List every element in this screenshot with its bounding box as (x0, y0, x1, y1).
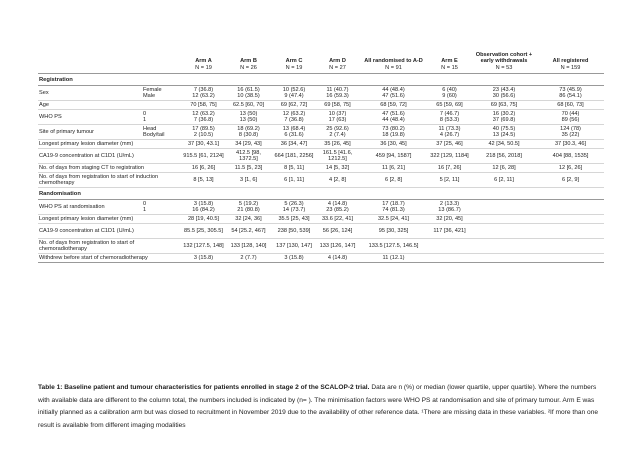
table-cell-line: 40 (75.5) (492, 125, 516, 132)
table-cell: 36 [34, 47] (272, 140, 316, 149)
table-cell: 8 [5, 13] (182, 173, 225, 188)
table-cell: 69 [58, 75] (316, 101, 359, 110)
table-cell (182, 200, 225, 215)
table-cell: 69 [62, 72] (272, 101, 316, 110)
row-label: CA19-9 concentration at C1D1 (U/mL) (38, 149, 182, 164)
table-cell: 6 [2, 9] (537, 173, 604, 188)
table-cell: 12 [6, 28] (471, 164, 537, 173)
table-row (38, 254, 604, 263)
table-cell-line: 73 (45.9) (559, 86, 582, 93)
section-row (38, 74, 604, 86)
table-cell-line: 17 (63) (328, 117, 347, 124)
table-cell (225, 125, 272, 140)
table-cell-line: 7 (36.8) (193, 117, 214, 124)
row-sublabels (142, 110, 182, 125)
row-label: WHO PS at randomisation (38, 200, 142, 215)
section-heading: Registration (38, 74, 604, 86)
table-row (38, 149, 604, 164)
table-cell (359, 110, 428, 125)
table-cell: 32 [20, 45] (428, 215, 471, 224)
table-cell-line: 124 (78) (560, 125, 581, 132)
table-cell (272, 86, 316, 101)
table-cell (272, 125, 316, 140)
row-label: Site of primary tumour (38, 125, 142, 140)
table-cell-line: 6 (40) (442, 86, 457, 93)
table-row (38, 173, 604, 188)
table-cell-line: 5 (19.2) (238, 200, 259, 207)
row-sublabel: Female (143, 86, 162, 93)
row-sublabel: 0 (143, 110, 147, 117)
column-header-n: N = 159 (560, 64, 581, 71)
table-cell: 404 [88, 1535] (537, 149, 604, 164)
table-cell: 37 [30, 43.1] (182, 140, 225, 149)
table-cell (182, 86, 225, 101)
table-cell-line: 44 (48.4) (382, 86, 405, 93)
column-header-n: N = 53 (495, 64, 513, 71)
table-cell: 16 [7, 26] (428, 164, 471, 173)
column-header-n: N = 27 (329, 64, 346, 71)
table-cell (182, 110, 225, 125)
table-cell: 3 (15.8) (272, 254, 316, 263)
table-cell-line: 10 (38.5) (237, 93, 260, 100)
table-cell-line: 2 (7.4) (329, 132, 346, 139)
table-cell (428, 239, 471, 254)
table-cell (471, 110, 537, 125)
table-cell-line: 12 (63.2) (192, 110, 215, 117)
table-row (38, 164, 604, 173)
table-cell: 37 [25, 46] (428, 140, 471, 149)
table-cell-line: 23 (43.4) (492, 86, 516, 93)
table-cell: 69 [63, 75] (471, 101, 537, 110)
column-header-name: Observation cohort + early withdrawals (475, 52, 533, 65)
table-cell: 68 [59, 72] (359, 101, 428, 110)
row-sublabel: 1 (143, 207, 147, 214)
table-cell-line: 6 (31.6) (284, 132, 304, 139)
column-header-name: Arm C (285, 58, 303, 65)
column-header (182, 52, 225, 74)
table-cell (537, 224, 604, 239)
table-cell-line: 7 (36.8) (193, 86, 214, 93)
table-cell (471, 224, 537, 239)
table-cell: 238 [50, 539] (272, 224, 316, 239)
table-cell (182, 125, 225, 140)
table-cell (225, 200, 272, 215)
table-cell-line: 16 (59.3) (326, 93, 349, 100)
table-row (38, 86, 604, 101)
table-cell (428, 200, 471, 215)
table-cell-line: 8 (30.8) (238, 132, 259, 139)
table-cell: 35 [26, 45] (316, 140, 359, 149)
row-label: CA19-9 concentration at C1D1 (U/mL) (38, 224, 182, 239)
caption-body: Data are n (%) or median (lower quartile, upper quartile). Where the numbers with available data are different to the column total, the numbers included is indicated by (n= ). The minimisation factors were WHO PS at randomisation and site of primary tumour. Arm E was initially planned as a calibration arm but was closed to recruitment in November 2019 due to the availability of other reference data. ¹There are missing data in these variables. ²If more than one result is available from different imaging modalities (38, 384, 599, 429)
table-cell-line: 47 (51.6) (382, 93, 405, 100)
table-cell (471, 86, 537, 101)
table-caption (38, 382, 606, 432)
row-label: Sex (38, 86, 142, 101)
column-header (316, 52, 359, 74)
column-header-n: N = 26 (240, 64, 257, 71)
table-cell: 28 [19, 40.5] (182, 215, 225, 224)
table-cell-line: 30 (56.6) (492, 93, 516, 100)
table-cell-line: 7 (36.8) (284, 117, 304, 124)
table-cell (225, 110, 272, 125)
table-cell: 34 [29, 43] (225, 140, 272, 149)
table-cell (316, 86, 359, 101)
caption-title: Table 1: Baseline patient and tumour characteristics for patients enrolled in stage 2 of the SCALOP-2 trial. (38, 384, 370, 391)
table-cell-line: 18 (19.8) (382, 132, 405, 139)
table-cell: 12 [6, 26] (537, 164, 604, 173)
row-label: No. of days from registration to start of induction chemotherapy (38, 173, 182, 188)
column-header-n: N = 19 (195, 64, 212, 71)
column-header-n: N = 19 (285, 64, 303, 71)
table-cell: 8 [5, 11] (272, 164, 316, 173)
table-cell-line: 35 (22) (561, 132, 580, 139)
table-cell-line: 11 (73.3) (438, 125, 461, 132)
table-cell: 6 [1, 11] (272, 173, 316, 188)
column-header (359, 52, 428, 74)
table-cell-line: 14 (73.7) (282, 207, 306, 214)
table-cell: 161.5 [41.6, 1212.5] (316, 149, 359, 164)
table-cell-line: 13 (86.7) (438, 207, 461, 214)
table-cell (537, 110, 604, 125)
column-header-name: All registered (552, 58, 589, 65)
column-header (471, 52, 537, 74)
table-cell: 412.5 [98, 1372.5] (225, 149, 272, 164)
table-cell-line: 17 (89.5) (192, 125, 215, 132)
table-cell: 133.5 [127.5, 146.5] (359, 239, 428, 254)
column-header (272, 52, 316, 74)
table-cell: 664 [181, 2256] (272, 149, 316, 164)
table-cell-line: 13 (50) (239, 117, 258, 124)
table-cell (537, 200, 604, 215)
table-cell-line: 4 (26.7) (439, 132, 460, 139)
table-cell: 32.5 [24, 41] (359, 215, 428, 224)
table-cell: 4 [2, 8] (316, 173, 359, 188)
table-row (38, 215, 604, 224)
table-cell: 4 (14.8) (316, 254, 359, 263)
table-cell (359, 86, 428, 101)
table-cell-line: 13 (68.4) (282, 125, 306, 132)
table-cell: 37 [30.3, 46] (537, 140, 604, 149)
table-cell-line: 12 (63.2) (192, 93, 215, 100)
table-cell (428, 125, 471, 140)
column-header (428, 52, 471, 74)
table-cell: 915.5 [61, 2124] (182, 149, 225, 164)
table-cell-line: 7 (46.7) (439, 110, 460, 117)
table-cell: 14 [5, 32] (316, 164, 359, 173)
table-cell: 133 [128, 140] (225, 239, 272, 254)
row-sublabels (142, 200, 182, 215)
table-cell (471, 200, 537, 215)
table-cell-line: 18 (69.2) (237, 125, 260, 132)
table-cell (537, 254, 604, 263)
table-cell-line: 16 (84.2) (192, 207, 215, 214)
column-header (537, 52, 604, 74)
table-cell: 133 [126, 147] (316, 239, 359, 254)
table-cell (537, 239, 604, 254)
table-cell (471, 254, 537, 263)
table-cell-line: 2 (13.3) (439, 200, 460, 207)
table-cell: 5 [2, 11] (428, 173, 471, 188)
table-cell-line: 25 (92.6) (326, 125, 349, 132)
table-cell-line: 13 (50) (239, 110, 258, 117)
table-cell: 3 (15.8) (182, 254, 225, 263)
table-cell (272, 200, 316, 215)
table-cell: 56 [26, 124] (316, 224, 359, 239)
table-cell: 65 [59, 69] (428, 101, 471, 110)
table-cell: 36 [30, 45] (359, 140, 428, 149)
table-cell-line: 37 (69.8) (492, 117, 516, 124)
table-cell: 11 (12.1) (359, 254, 428, 263)
table-cell-line: 16 (61.5) (237, 86, 260, 93)
table-row (38, 224, 604, 239)
table-cell (428, 110, 471, 125)
table-cell: 62.5 [60, 70] (225, 101, 272, 110)
table-cell-line: 16 (30.2) (492, 110, 516, 117)
column-header-n: N = 91 (385, 64, 402, 71)
row-label: No. of days from registration to start of chemoradiotherapy (38, 239, 182, 254)
table-cell: 85.5 [25, 305.5] (182, 224, 225, 239)
table-cell: 132 [127.5, 148] (182, 239, 225, 254)
table-cell-line: 11 (40.7) (326, 86, 349, 93)
row-sublabel: 1 (143, 117, 147, 124)
table-cell-line: 12 (63.2) (282, 110, 306, 117)
table-cell-line: 47 (51.6) (382, 110, 405, 117)
table-cell (428, 86, 471, 101)
table-cell (359, 200, 428, 215)
table-cell (316, 200, 359, 215)
table-cell-line: 89 (56) (561, 117, 580, 124)
row-sublabel: 0 (143, 200, 147, 207)
row-label: No. of days from staging CT to registration (38, 164, 182, 173)
table-cell-line: 74 (81.3) (382, 207, 405, 214)
table-cell (428, 254, 471, 263)
section-row (38, 188, 604, 200)
table-cell: 32 [24, 36] (225, 215, 272, 224)
table-cell-line: 8 (53.3) (439, 117, 460, 124)
table-cell: 16 [6, 26] (182, 164, 225, 173)
column-header-name: All randomised to A-D (364, 58, 423, 65)
column-header (225, 52, 272, 74)
table-cell: 117 [36, 421] (428, 224, 471, 239)
table-cell-line: 44 (48.4) (382, 117, 405, 124)
table-cell: 11 [6, 21] (359, 164, 428, 173)
table-cell: 459 [94, 1587] (359, 149, 428, 164)
table-cell (471, 125, 537, 140)
row-label: Longest primary lesion diameter (mm) (38, 215, 182, 224)
row-label: Longest primary lesion diameter (mm) (38, 140, 182, 149)
table-cell: 70 [58, 75] (182, 101, 225, 110)
table-cell-line: 5 (26.3) (284, 200, 304, 207)
column-header-name: Arm D (329, 58, 346, 65)
table-cell: 6 [2, 11] (471, 173, 537, 188)
table-cell: 3 [1, 6] (225, 173, 272, 188)
table-header-row (38, 52, 604, 74)
table-cell: 35.5 [25, 43] (272, 215, 316, 224)
table-cell-line: 86 (54.1) (559, 93, 582, 100)
table-cell-line: 21 (80.8) (237, 207, 260, 214)
table-cell (471, 239, 537, 254)
table-cell: 137 [130, 147] (272, 239, 316, 254)
table-cell-line: 4 (14.8) (327, 200, 348, 207)
row-sublabels (142, 86, 182, 101)
table-cell-line: 10 (37) (328, 110, 347, 117)
table-row (38, 140, 604, 149)
table-cell: 11.5 [5, 23] (225, 164, 272, 173)
column-header-name: Arm A (195, 58, 212, 65)
table-cell-line: 73 (80.2) (382, 125, 405, 132)
table-cell: 54 [25.2, 467] (225, 224, 272, 239)
table-row (38, 200, 604, 215)
table-cell: 95 [30, 325] (359, 224, 428, 239)
table-cell (359, 125, 428, 140)
table-cell-line: 10 (52.6) (282, 86, 306, 93)
table-cell (316, 110, 359, 125)
row-label: Withdrew before start of chemoradiotherapy (38, 254, 182, 263)
table-cell (471, 215, 537, 224)
row-label: Age (38, 101, 182, 110)
table-cell: 42 [34, 50.5] (471, 140, 537, 149)
table-cell-line: 23 (85.2) (326, 207, 349, 214)
row-sublabels (142, 125, 182, 140)
table-cell: 218 [56, 2018] (471, 149, 537, 164)
table-cell-line: 13 (24.5) (492, 132, 516, 139)
table-cell (537, 86, 604, 101)
table-cell-line: 2 (10.5) (193, 132, 214, 139)
row-label: WHO PS (38, 110, 142, 125)
table-row (38, 101, 604, 110)
row-sublabel: Head (143, 125, 157, 132)
column-header-n: N = 15 (441, 64, 458, 71)
table-row (38, 239, 604, 254)
table-cell (537, 125, 604, 140)
row-sublabel: Body/tail (143, 132, 165, 139)
column-header-name: Arm B (240, 58, 257, 65)
table-cell: 322 [129, 1184] (428, 149, 471, 164)
section-heading: Randomisation (38, 188, 604, 200)
table-cell (316, 125, 359, 140)
table-cell: 6 [2, 8] (359, 173, 428, 188)
table-cell (272, 110, 316, 125)
table-cell: 33.6 [22, 41] (316, 215, 359, 224)
column-header (142, 52, 182, 74)
table-cell (225, 86, 272, 101)
table-cell: 2 (7.7) (225, 254, 272, 263)
table-cell-line: 3 (15.8) (193, 200, 214, 207)
column-header (38, 52, 142, 74)
baseline-characteristics-table (38, 52, 604, 263)
table-row (38, 125, 604, 140)
table-cell-line: 9 (47.4) (284, 93, 304, 100)
table-cell (537, 215, 604, 224)
column-header-name: Arm E (441, 58, 458, 65)
table-row (38, 110, 604, 125)
table-cell: 68 [60, 73] (537, 101, 604, 110)
table-cell-line: 9 (60) (442, 93, 457, 100)
table-cell-line: 17 (18.7) (382, 200, 405, 207)
row-sublabel: Male (143, 93, 156, 100)
table-cell-line: 70 (44) (561, 110, 580, 117)
